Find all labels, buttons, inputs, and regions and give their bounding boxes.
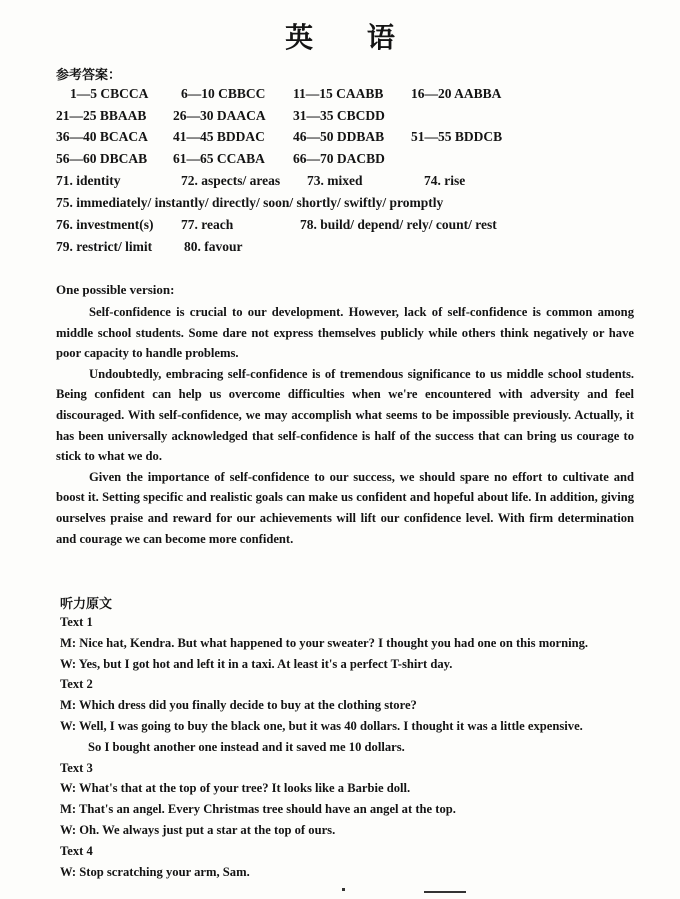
answer-cell: 66—70 DACBD <box>293 151 385 166</box>
dialogue-line: So I bought another one instead and it saved me 10 dollars. <box>88 739 405 754</box>
dialogue-line: W: Well, I was going to buy the black one, but it was 40 dollars. I thought it was a little expensive. <box>60 718 583 733</box>
text-heading: Text 3 <box>60 760 93 775</box>
answer-cell: 31—35 CBCDD <box>293 108 385 123</box>
answer-cell: 72. aspects/ areas <box>181 173 281 188</box>
answer-cell: 79. restrict/ limit <box>56 239 153 254</box>
answer-cell: 41—45 BDDAC <box>173 129 265 144</box>
dialogue-line: W: Stop scratching your arm, Sam. <box>60 864 250 879</box>
essay-label: One possible version: <box>56 282 175 297</box>
dialogue-line: M: That's an angel. Every Christmas tree should have an angel at the top. <box>60 802 456 817</box>
dialogue-line: M: Nice hat, Kendra. But what happened to your sweater? I thought you had one on this morning. <box>60 635 589 650</box>
dialogue-line: W: What's that at the top of your tree? It looks like a Barbie doll. <box>60 781 411 796</box>
page-title: 英 语 <box>285 21 417 54</box>
listening-heading: 听力原文 <box>60 597 113 612</box>
answer-cell: 11—15 CAABB <box>293 86 384 101</box>
text-heading: Text 1 <box>60 615 93 629</box>
answer-cell: 16—20 AABBA <box>411 86 502 101</box>
essay-body <box>56 302 634 549</box>
answer-cell: 77. reach <box>181 217 234 232</box>
answer-cell: 51—55 BDDCB <box>411 129 503 144</box>
answer-cell: 61—65 CCABA <box>173 151 265 166</box>
answer-cell: 36—40 BCACA <box>56 129 148 144</box>
answer-cell: 73. mixed <box>307 173 363 188</box>
essay-paragraph: Given the importance of self-confidence to our success, we should spare no effort to cultivate and boost it. Setting specific and realistic goals can make us confident and hopeful about life. In addition, giving ourselves praise and reward for our achievements will lift our confidence level. With firm determination and courage we can become more confident. <box>56 469 634 546</box>
answers-heading: 参考答案： <box>56 68 122 83</box>
answer-cell: 76. investment(s) <box>56 217 154 232</box>
answer-cell: 80. favour <box>184 239 243 254</box>
answer-cell: 6—10 CBBCC <box>181 86 266 101</box>
scan-artifact <box>342 888 345 891</box>
essay-paragraph: Undoubtedly, embracing self-confidence is of tremendous significance to us middle school students. Being confident can help us overcome difficulties when we're encountered with adversity and feel discouraged. With self-confidence, we may accomplish what seems to be impossible previously. Actually, it has been universally acknowledged that self-confidence is half of the success that can bring us courage to stick to what we do. <box>56 366 634 464</box>
answer-cell: 78. build/ depend/ rely/ count/ rest <box>300 217 497 232</box>
essay-paragraph: Self-confidence is crucial to our development. However, lack of self-confidence is common among middle school students. Some dare not express themselves publicly while others think negatively or have poor capacity to handle problems. <box>56 305 634 361</box>
answer-cell: 46—50 DDBAB <box>293 129 385 144</box>
text-heading: Text 2 <box>60 677 93 692</box>
dialogue-line: M: Which dress did you finally decide to buy at the clothing store? <box>60 698 417 713</box>
answer-cell: 26—30 DAACA <box>173 108 266 123</box>
answer-cell: 71. identity <box>56 173 121 188</box>
dialogue-line: W: Yes, but I got hot and left it in a taxi. At least it's a perfect T-shirt day. <box>60 656 453 671</box>
answer-cell: 74. rise <box>424 173 466 188</box>
dialogue-line: W: Oh. We always just put a star at the top of ours. <box>60 822 336 837</box>
answer-cell: 56—60 DBCAB <box>56 151 148 166</box>
answer-cell: 1—5 CBCCA <box>70 86 149 101</box>
answer-cell: 21—25 BBAAB <box>56 108 147 123</box>
listening-transcript <box>60 612 650 882</box>
answer-cell: 75. immediately/ instantly/ directly/ soon/ shortly/ swiftly/ promptly <box>56 195 444 210</box>
scan-artifact <box>424 891 466 899</box>
text-heading: Text 4 <box>60 843 93 858</box>
